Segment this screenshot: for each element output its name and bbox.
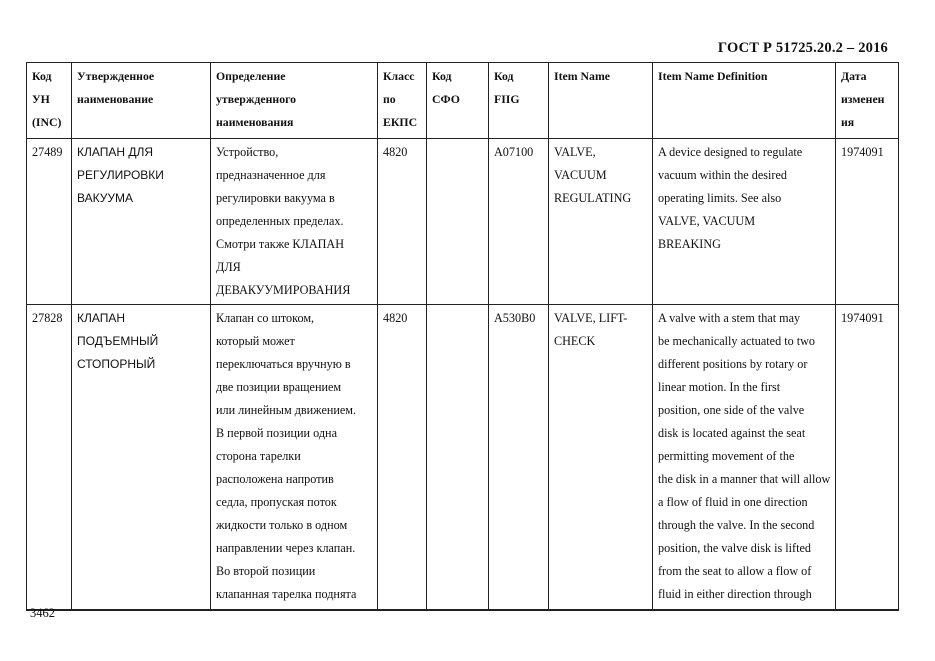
cell-sfo (427, 305, 489, 610)
table-row (27, 305, 899, 610)
cell-definition: Клапан со штоком, который может переключаться вручную в две позиции вращением или линейным движением. В первой позиции одна сторона тарелки расположена напротив седла, пропуская поток жидкости только в одном направлении через клапан. Во второй позиции клапанная тарелка поднята (211, 305, 378, 610)
cell-sfo (427, 139, 489, 305)
cell-fiig: A530B0 (489, 305, 549, 610)
header-item-name-definition: Item Name Definition (653, 63, 836, 139)
cell-date: 1974091 (836, 305, 899, 610)
cell-fiig: A07100 (489, 139, 549, 305)
header-date: Дата изменен ия (836, 63, 899, 139)
cell-definition: Устройство, предназначенное для регулировки вакуума в определенных пределах. Смотри также КЛАПАН ДЛЯ ДЕВАКУУМИРОВАНИЯ (211, 139, 378, 305)
cell-name: КЛАПАН ПОДЪЕМНЫЙ СТОПОРНЫЙ (72, 305, 211, 610)
header-sfo: Код СФО (427, 63, 489, 139)
header-item-name: Item Name (549, 63, 653, 139)
cell-inc: 27828 (27, 305, 72, 610)
header-definition: Определение утвержденного наименования (211, 63, 378, 139)
header-approved-name: Утвержденное наименование (72, 63, 211, 139)
catalog-table (26, 62, 899, 611)
header-class: Класс по ЕКПС (378, 63, 427, 139)
header-inc: Код УН (INC) (27, 63, 72, 139)
cell-name: КЛАПАН ДЛЯ РЕГУЛИРОВКИ ВАКУУМА (72, 139, 211, 305)
cell-item-definition: A device designed to regulate vacuum within the desired operating limits. See also VALVE, VACUUM BREAKING (653, 139, 836, 305)
cell-item-name: VALVE, LIFT- CHECK (549, 305, 653, 610)
header-row (27, 63, 899, 139)
cell-class: 4820 (378, 305, 427, 610)
cell-item-definition: A valve with a stem that may be mechanically actuated to two different positions by rotary or linear motion. In the first position, one side of the valve disk is located against the seat permitting movement of the the disk in a manner that will allow a flow of fluid in one direction through the valve. In the second position, the valve disk is lifted from the seat to allow a flow of fluid in either direction through (653, 305, 836, 610)
cell-inc: 27489 (27, 139, 72, 305)
cell-item-name: VALVE, VACUUM REGULATING (549, 139, 653, 305)
standard-number: ГОСТ Р 51725.20.2 – 2016 (717, 40, 888, 56)
cell-class: 4820 (378, 139, 427, 305)
page-number: 3462 (30, 606, 55, 620)
cell-date: 1974091 (836, 139, 899, 305)
table-row (27, 139, 899, 305)
header-fiig: Код FIIG (489, 63, 549, 139)
